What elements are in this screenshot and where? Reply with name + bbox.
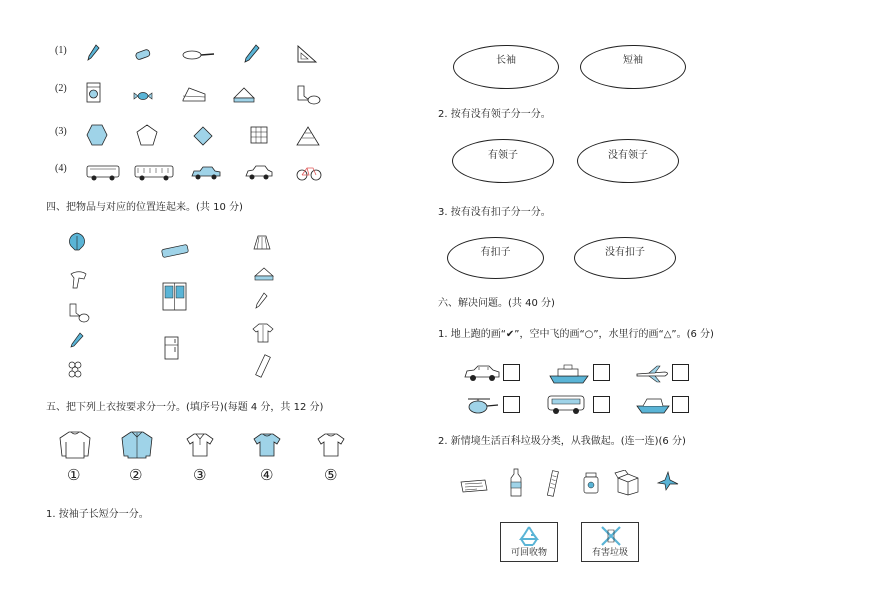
pen-small-icon	[254, 292, 268, 310]
ellipse-long-sleeve[interactable]	[453, 45, 559, 89]
ellipse-without-collar[interactable]	[577, 139, 679, 183]
washing-machine-icon	[86, 82, 102, 104]
row-label-3: (3)	[55, 126, 67, 137]
ellipse-label: 短袖	[623, 55, 643, 66]
ruler-icon	[254, 354, 272, 378]
sandwich-icon	[233, 86, 255, 104]
thermometer-icon	[544, 470, 562, 498]
square-icon	[250, 126, 268, 144]
grapes-icon	[67, 358, 85, 380]
pentagon-icon	[136, 124, 158, 146]
triangle-icon	[296, 126, 320, 146]
section-5-title: 五、把下列上衣按要求分一分。(填序号)(每题 4 分，共 12 分)	[46, 402, 324, 413]
row-label-2: (2)	[55, 83, 67, 94]
question-5-1: 1. 按袖子长短分一分。	[46, 509, 149, 520]
shoes-socks-icon	[295, 84, 321, 106]
section-6-title: 六、解决问题。(共 40 分)	[438, 298, 555, 309]
long-sleeve-shirt-icon	[58, 430, 92, 460]
fridge-icon	[164, 336, 180, 360]
polo-shirt-icon	[185, 432, 215, 458]
coach-icon	[134, 164, 174, 182]
pencil-case-icon	[160, 244, 190, 258]
frying-pan-icon	[181, 48, 215, 62]
boat-icon	[635, 394, 671, 416]
recycle-icon	[517, 525, 541, 547]
cake-slice-icon	[181, 86, 207, 104]
skirt-icon	[252, 234, 272, 252]
bicycle-icon	[296, 164, 322, 182]
sandwich-small-icon	[254, 266, 274, 282]
pencil-icon	[244, 44, 260, 64]
button-shirt-icon	[120, 430, 154, 460]
hazard-cross-icon	[599, 525, 623, 547]
bin-label: 可回收物	[510, 548, 547, 558]
candy-icon	[133, 90, 153, 102]
question-6-2: 2. 新情境生活百科垃圾分类，从我做起。(连一连)(6 分)	[438, 436, 686, 447]
shirt-number-1: ①	[67, 466, 81, 484]
wardrobe-icon	[162, 282, 188, 312]
recyclable-bin[interactable]	[500, 522, 558, 562]
ellipse-short-sleeve[interactable]	[580, 45, 686, 89]
scarf-icon	[68, 270, 88, 290]
diamond-icon	[193, 126, 213, 146]
answer-box-helicopter[interactable]	[503, 396, 520, 413]
row-label-1: (1)	[55, 45, 67, 56]
ship-icon	[548, 364, 590, 384]
question-6-1: 1. 地上跑的画“✔”，空中飞的画“○”，水里行的画“△”。(6 分)	[438, 329, 714, 340]
bus-vehicle-icon	[546, 394, 586, 416]
ellipse-label: 有扣子	[480, 247, 511, 258]
shoes-icon	[68, 302, 90, 324]
shirt-number-3: ③	[193, 466, 207, 484]
shirt-number-5: ⑤	[324, 466, 338, 484]
answer-box-car[interactable]	[503, 364, 520, 381]
car-icon	[190, 164, 222, 182]
bandage-icon	[134, 48, 152, 62]
ellipse-with-collar[interactable]	[452, 139, 554, 183]
ellipse-label: 没有领子	[608, 150, 648, 161]
answer-box-boat[interactable]	[672, 396, 689, 413]
bin-label: 有害垃圾	[591, 548, 628, 558]
set-square-icon	[296, 44, 318, 64]
shirt-number-4: ④	[260, 466, 274, 484]
hazardous-bin[interactable]	[581, 522, 639, 562]
ellipse-label: 长袖	[496, 55, 516, 66]
question-5-3: 3. 按有没有扣子分一分。	[438, 207, 551, 218]
answer-box-airplane[interactable]	[672, 364, 689, 381]
question-5-2: 2. 按有没有领子分一分。	[438, 109, 551, 120]
pencil-small-icon	[70, 332, 84, 348]
medicine-bottle-icon	[582, 472, 600, 494]
answer-box-ship[interactable]	[593, 364, 610, 381]
sedan-icon	[244, 164, 274, 182]
airplane-icon	[635, 364, 671, 384]
row-label-4: (4)	[55, 163, 67, 174]
ellipse-with-buttons[interactable]	[447, 237, 544, 279]
ellipse-without-buttons[interactable]	[574, 237, 676, 279]
t-shirt-blue-icon	[252, 432, 282, 458]
newspaper-icon	[459, 478, 489, 494]
helicopter-icon	[466, 395, 500, 415]
ellipse-label: 有领子	[488, 150, 518, 161]
bottle-icon	[509, 468, 523, 498]
shirt-small-icon	[252, 323, 274, 343]
t-shirt-icon	[316, 432, 346, 458]
car-vehicle-icon	[463, 363, 501, 383]
cardboard-box-icon	[614, 470, 642, 496]
shirt-number-2: ②	[129, 466, 143, 484]
bus-icon	[86, 164, 120, 182]
answer-box-bus[interactable]	[593, 396, 610, 413]
hexagon-icon	[86, 124, 108, 146]
ellipse-label: 没有扣子	[605, 247, 645, 258]
cabbage-icon	[67, 232, 87, 252]
pen-icon	[86, 44, 100, 62]
section-4-title: 四、把物品与对应的位置连起来。(共 10 分)	[46, 202, 243, 213]
banana-peel-icon	[656, 470, 682, 492]
